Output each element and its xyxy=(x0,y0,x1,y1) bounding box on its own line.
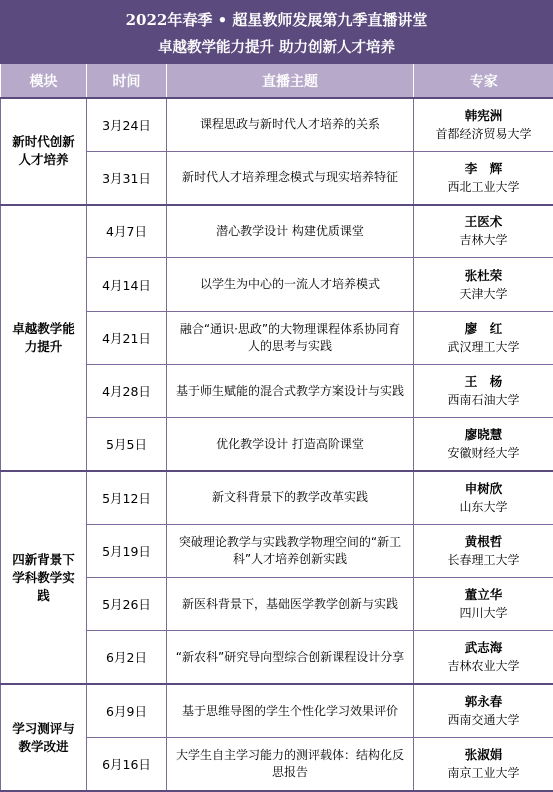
expert-cell xyxy=(414,364,553,417)
schedule-table xyxy=(0,64,553,792)
expert-organization: 西北工业大学 xyxy=(447,179,520,194)
date-cell: 5月26日 xyxy=(87,578,167,631)
expert-organization: 天津大学 xyxy=(459,286,508,301)
date-cell: 4月7日 xyxy=(87,205,167,258)
expert-name: 张杜荣 xyxy=(464,267,503,283)
expert-name: 韩宪洲 xyxy=(464,107,503,123)
module-cell: 新时代创新人才培养 xyxy=(1,98,87,205)
table-row xyxy=(1,205,553,258)
title-line-2: 卓越教学能力提升 助力创新人才培养 xyxy=(157,40,396,56)
expert-name: 郭永春 xyxy=(464,694,503,710)
expert-cell xyxy=(414,98,553,151)
expert-name: 申树欣 xyxy=(464,480,503,496)
topic-cell: 新医科背景下，基础医学教学创新与实践 xyxy=(167,578,414,631)
expert-organization: 吉林农业大学 xyxy=(447,659,520,674)
date-cell: 6月16日 xyxy=(87,738,167,791)
expert-organization: 南京工业大学 xyxy=(447,766,520,781)
date-cell: 6月9日 xyxy=(87,684,167,737)
topic-cell: 融合“通识·思政”的大物理课程体系协同育人的思考与实践 xyxy=(167,311,414,364)
topic-cell: 大学生自主学习能力的测评载体：结构化反思报告 xyxy=(167,738,414,791)
expert-organization: 西南石油大学 xyxy=(447,393,520,408)
date-cell: 6月2日 xyxy=(87,631,167,684)
expert-name: 武志海 xyxy=(464,640,503,656)
module-cell: 卓越教学能力提升 xyxy=(1,205,87,471)
expert-name: 黄根哲 xyxy=(464,534,503,550)
topic-cell: 课程思政与新时代人才培养的关系 xyxy=(167,98,414,151)
header-module: 模块 xyxy=(1,64,87,98)
expert-organization: 安徽财经大学 xyxy=(447,446,520,461)
expert-organization: 首都经济贸易大学 xyxy=(435,126,532,141)
date-cell: 5月5日 xyxy=(87,418,167,471)
topic-cell: 优化教学设计 打造高阶课堂 xyxy=(167,418,414,471)
expert-organization: 四川大学 xyxy=(459,606,508,621)
title-banner xyxy=(0,0,553,64)
expert-name: 廖晓慧 xyxy=(464,427,503,443)
date-cell: 5月12日 xyxy=(87,471,167,524)
expert-cell xyxy=(414,524,553,577)
date-cell: 4月21日 xyxy=(87,311,167,364)
header-time: 时间 xyxy=(87,64,167,98)
expert-name: 王 杨 xyxy=(464,374,503,390)
module-cell: 四新背景下学科教学实践 xyxy=(1,471,87,684)
expert-organization: 吉林大学 xyxy=(459,233,508,248)
header-row xyxy=(1,64,553,98)
date-cell: 5月19日 xyxy=(87,524,167,577)
expert-cell xyxy=(414,631,553,684)
date-cell: 3月24日 xyxy=(87,98,167,151)
schedule-body xyxy=(1,98,553,791)
header-expert: 专家 xyxy=(414,64,553,98)
expert-organization: 武汉理工大学 xyxy=(447,339,520,354)
date-cell: 4月14日 xyxy=(87,258,167,311)
date-cell: 4月28日 xyxy=(87,364,167,417)
expert-cell xyxy=(414,151,553,204)
expert-cell xyxy=(414,578,553,631)
expert-cell xyxy=(414,311,553,364)
topic-cell: 以学生为中心的一流人才培养模式 xyxy=(167,258,414,311)
title-line-1: 2022年春季 • 超星教师发展第九季直播讲堂 xyxy=(125,11,428,29)
expert-name: 王医术 xyxy=(464,214,503,230)
date-cell: 3月31日 xyxy=(87,151,167,204)
expert-name: 张淑娟 xyxy=(464,747,503,763)
module-cell: 学习测评与教学改进 xyxy=(1,684,87,791)
topic-cell: 基于思维导图的学生个性化学习效果评价 xyxy=(167,684,414,737)
expert-cell xyxy=(414,684,553,737)
expert-name: 李 辉 xyxy=(464,160,503,176)
expert-cell xyxy=(414,471,553,524)
topic-cell: “新农科”研究导向型综合创新课程设计分享 xyxy=(167,631,414,684)
expert-cell xyxy=(414,418,553,471)
table-row xyxy=(1,684,553,737)
expert-organization: 山东大学 xyxy=(459,499,508,514)
topic-cell: 新文科背景下的教学改革实践 xyxy=(167,471,414,524)
expert-organization: 长春理工大学 xyxy=(447,553,520,568)
topic-cell: 潜心教学设计 构建优质课堂 xyxy=(167,205,414,258)
topic-cell: 突破理论教学与实践教学物理空间的“新工科”人才培养创新实践 xyxy=(167,524,414,577)
table-row xyxy=(1,98,553,151)
expert-name: 董立华 xyxy=(464,587,503,603)
expert-name: 廖 红 xyxy=(464,320,503,336)
expert-organization: 西南交通大学 xyxy=(447,713,520,728)
expert-cell xyxy=(414,205,553,258)
topic-cell: 新时代人才培养理念模式与现实培养特征 xyxy=(167,151,414,204)
header-topic: 直播主题 xyxy=(167,64,414,98)
expert-cell xyxy=(414,258,553,311)
table-row xyxy=(1,471,553,524)
topic-cell: 基于师生赋能的混合式教学方案设计与实践 xyxy=(167,364,414,417)
expert-cell xyxy=(414,738,553,791)
